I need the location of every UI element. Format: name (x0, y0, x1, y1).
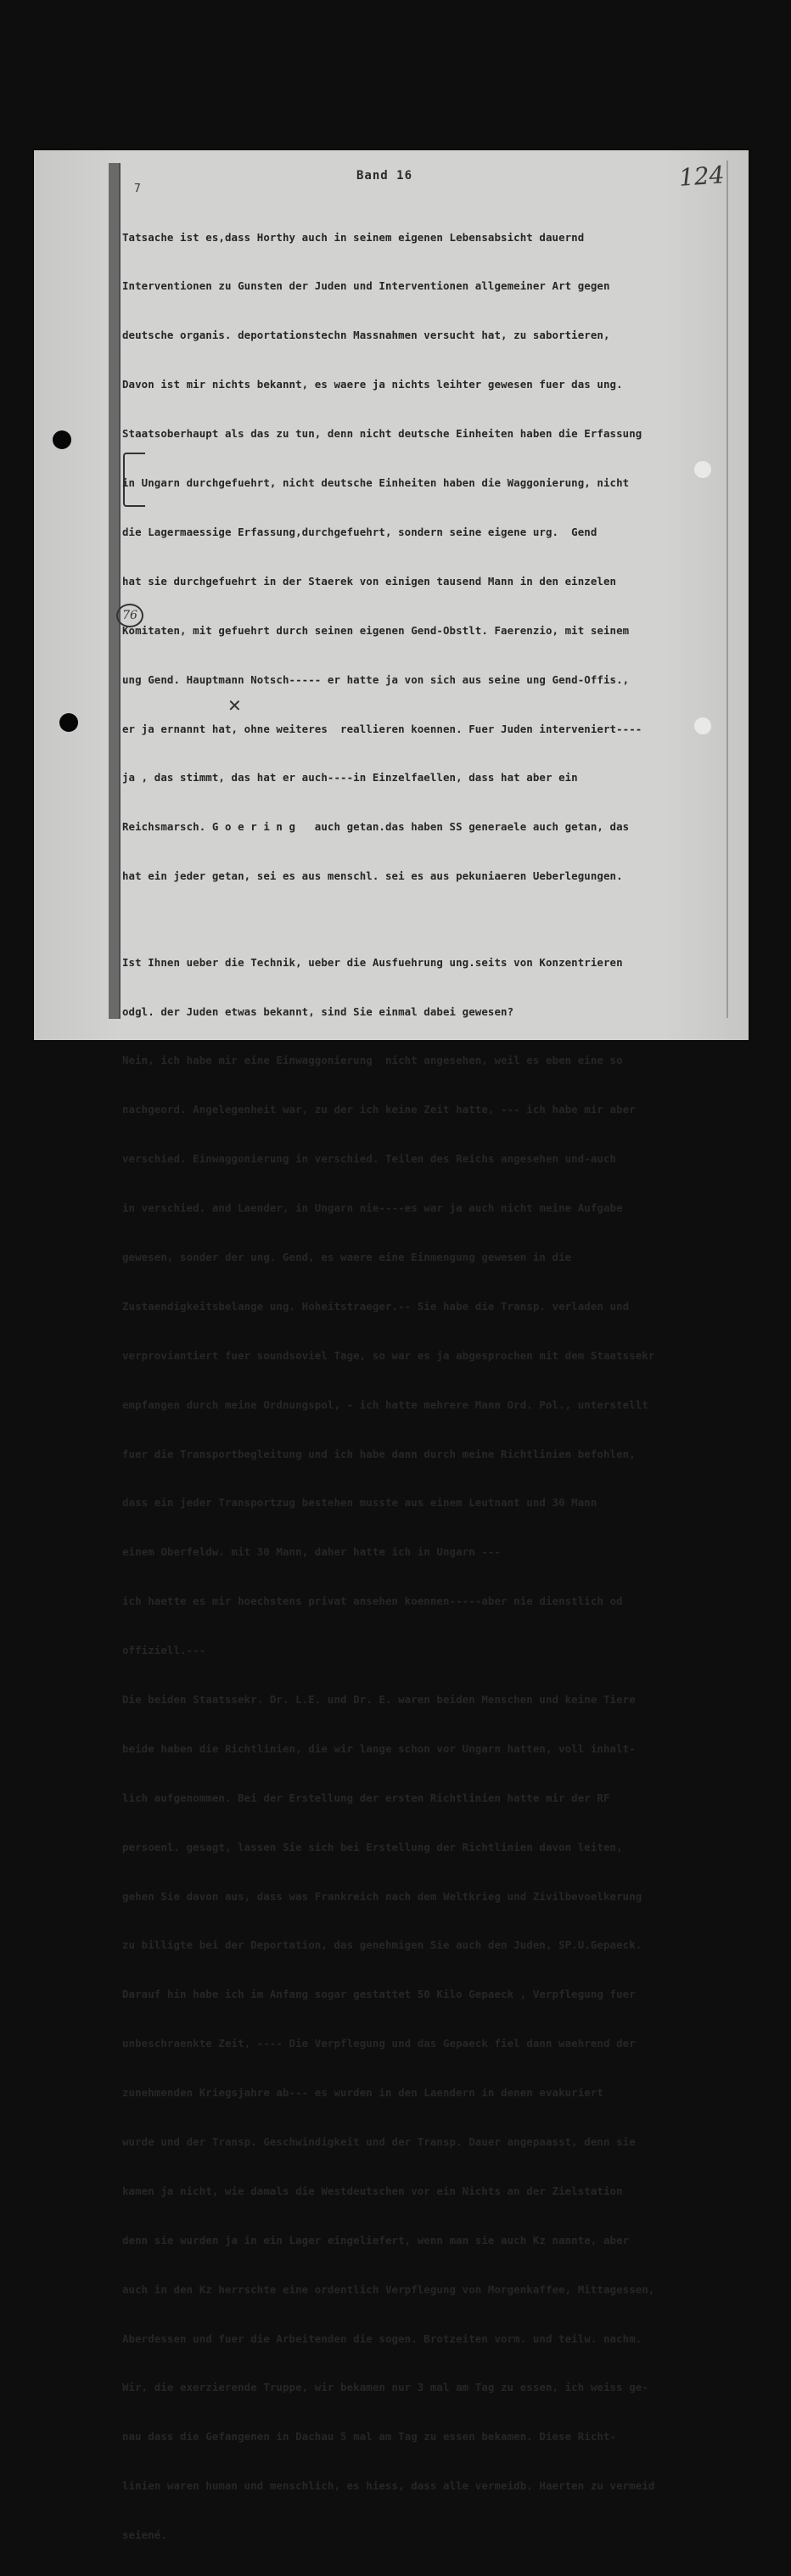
text-line: Davon ist mir nichts bekannt, es waere ja nichts leihter gewesen fuer das ung. (122, 378, 623, 391)
text-line: kamen ja nicht, wie damals die Westdeutschen vor ein Nichts an der Zielstation (122, 2184, 623, 2197)
text-line: ja , das stimmt, das hat er auch----in Einzelfaellen, dass hat aber ein (122, 771, 578, 785)
handwritten-folio-number: 124 (677, 160, 726, 192)
typewritten-body (122, 196, 716, 2576)
page-header: Band 16 (356, 169, 413, 183)
text-line: hat sie durchgefuehrt in der Staerek von einigen tausend Mann in den einzelen (122, 574, 617, 588)
text-line: Aberdessen und fuer die Arbeitenden die sogen. Brotzeiten vorm. und teilw. nachm. (122, 2331, 642, 2345)
text-line: Tatsache ist es,dass Horthy auch in seinem eigenen Lebensabsicht dauernd (122, 230, 585, 244)
text-line: hat ein jeder getan, sei es aus menschl. sei es aus pekuniaeren Ueberlegungen. (122, 869, 623, 883)
text-line: Wir, die exerzierende Truppe, wir bekamen nur 3 mal am Tag zu essen, ich weiss ge- (122, 2381, 648, 2394)
text-line: persoenl. gesagt, lassen Sie sich bei Erstellung der Richtlinien davon leiten, (122, 1840, 623, 1853)
text-line: nau dass die Gefangenen in Dachau 5 mal am Tag zu essen bekamen. Diese Richt- (122, 2430, 617, 2444)
page-number: 7 (134, 183, 141, 195)
text-line: seiené. (122, 2528, 167, 2542)
text-line: in Ungarn durchgefuehrt, nicht deutsche Einheiten haben die Waggonierung, nicht (122, 476, 630, 490)
text-line: einem Oberfeldw. mit 30 Mann, daher hatte ich in Ungarn --- (122, 1545, 502, 1559)
text-line: unbeschraenkte Zeit, ---- Die Verpflegung und das Gepaeck fiel dann waehrend der (122, 2037, 636, 2050)
text-line: gehen Sie davon aus, dass was Frankreich nach dem Weltkrieg und Zivilbevoelkerung (122, 1889, 642, 1903)
text-line: Staatsoberhaupt als das zu tun, denn nicht deutsche Einheiten haben die Erfassung (122, 427, 642, 441)
text-line: Komitaten, mit gefuehrt durch seinen eigenen Gend-Obstlt. Faerenzio, mit seinem (122, 623, 630, 637)
text-line: deutsche organis. deportationstechn Massnahmen versucht hat, zu sabortieren, (122, 329, 610, 342)
punch-hole-bottom (59, 713, 78, 732)
text-line: ich haette es mir hoechstens privat ansehen koennen-----aber nie dienstlich od (122, 1595, 623, 1608)
text-line: beide haben die Richtlinien, die wir lange schon vor Ungarn hatten, voll inhalt- (122, 1741, 636, 1755)
text-line: Darauf hin habe ich im Anfang sogar gestattet 50 Kilo Gepaeck , Verpflegung fuer (122, 1988, 636, 2001)
text-line: fuer die Transportbegleitung und ich habe dann durch meine Richtlinien befohlen, (122, 1447, 636, 1460)
text-line: Die beiden Staatssekr. Dr. L.E. und Dr. E. waren beiden Menschen und keine Tiere (122, 1693, 636, 1707)
text-line: dass ein jeder Transportzug bestehen musste aus einem Leutnant und 30 Mann (122, 1496, 597, 1510)
text-line: odgl. der Juden etwas bekannt, sind Sie einmal dabei gewesen? (122, 1004, 514, 1018)
text-line: Reichsmarsch. G o e r i n g auch getan.das haben SS generaele auch getan, das (122, 820, 630, 834)
text-line: lich aufgenommen. Bei der Erstellung der ersten Richtlinien hatte mir der RF (122, 1791, 610, 1804)
text-line: Nein, ich habe mir eine Einwaggonierung nicht angesehen, weil es eben eine so (122, 1054, 623, 1067)
punch-hole-top (53, 430, 71, 449)
text-line: verproviantiert fuer soundsoviel Tage, so war es ja abgesprochen mit dem Staatssekr (122, 1348, 655, 1362)
text-line: Ist Ihnen ueber die Technik, ueber die Ausfuehrung ung.seits von Konzentrieren (122, 955, 623, 969)
text-line: ung Gend. Hauptmann Notsch----- er hatte ja von sich aus seine ung Gend-Offis., (122, 672, 630, 686)
text-line: er ja ernannt hat, ohne weiteres reallieren koennen. Fuer Juden interveniert---- (122, 722, 642, 735)
text-line: in verschied. and Laender, in Ungarn nie----es war ja auch nicht meine Aufgabe (122, 1201, 623, 1215)
text-line: auch in den Kz herrschte eine ordentlich Verpflegung von Morgenkaffee, Mittagessen, (122, 2282, 655, 2296)
text-line: offiziell.--- (122, 1644, 206, 1657)
left-margin-bar (109, 163, 121, 1019)
text-line: zunehmenden Kriegsjahre ab--- es wurden in den Laendern in denen evakuriert (122, 2086, 603, 2100)
text-line: empfangen durch meine Ordnungspol, - ich hatte mehrere Mann Ord. Pol., unterstellt (122, 1398, 648, 1411)
text-line: linien waren human und menschlich, es hiess, dass alle vermeidb. Haerten zu vermeid (122, 2479, 655, 2493)
text-line: denn sie wurden ja in ein Lager eingeliefert, wenn man sie auch Kz nannte, aber (122, 2233, 630, 2247)
text-line: wurde und der Transp. Geschwindigkeit und der Transp. Dauer angepaasst, denn sie (122, 2135, 636, 2149)
handwritten-x-mark: ✕ (227, 695, 242, 716)
text-line: die Lagermaessige Erfassung,durchgefuehrt, sondern seine eigene urg. Gend (122, 525, 597, 538)
handwritten-marginal-number: 76 (116, 604, 143, 627)
text-line: gewesen, sonder der ung. Gend, es waere eine Einmengung gewesen in die (122, 1251, 572, 1263)
text-line: zu billigte bei der Deportation, das genehmigen Sie auch den Juden, SP.U.Gepaeck. (122, 1938, 642, 1952)
text-line: Interventionen zu Gunsten der Juden und Interventionen allgemeiner Art gegen (122, 279, 610, 293)
right-margin-line (726, 160, 728, 1018)
text-line: verschied. Einwaggonierung in verschied. Teilen des Reichs angesehen und-auch (122, 1152, 617, 1166)
text-line: Zustaendigkeitsbelange ung. Hoheitstraeger.-- Sie habe die Transp. verladen und (122, 1299, 630, 1313)
document-sheet (34, 150, 749, 2542)
text-line: nachgeord. Angelegenheit war, zu der ich keine Zeit hatte, --- ich habe mir aber (122, 1103, 636, 1116)
